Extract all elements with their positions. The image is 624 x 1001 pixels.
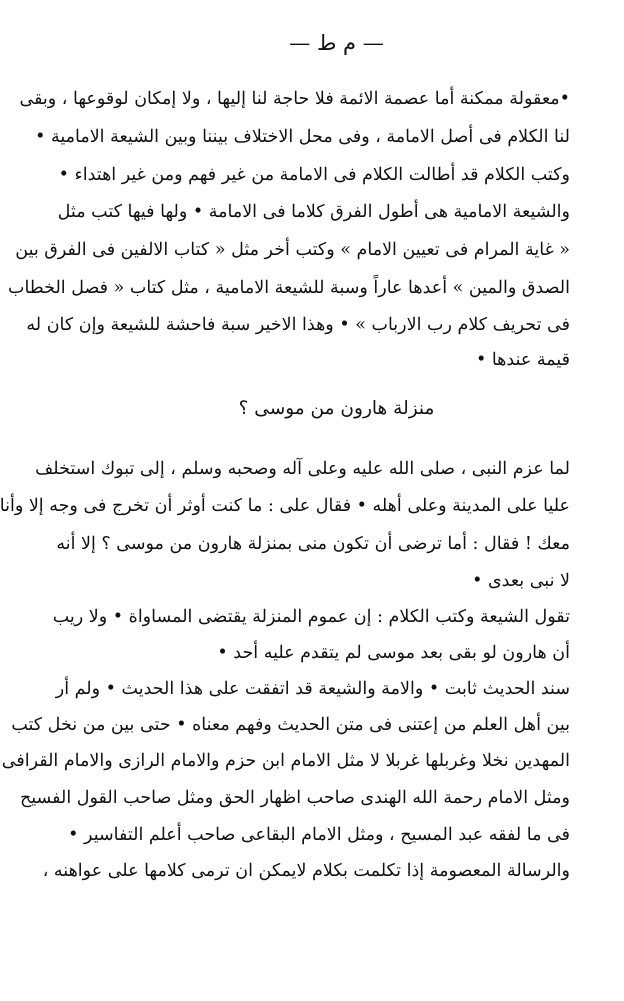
text-line: ومثل الامام رحمة الله الهندى صاحب اظهار الحق ومثل صاحب القول الفسيح — [19, 788, 570, 808]
text-line: « غاية المرام فى تعيين الامام » وكتب أخر مثل « كتاب الالفين فى الفرق بين — [15, 240, 570, 260]
text-line: لنا الكلام فى أصل الامامة ، وفى محل الاختلاف بيننا وبين الشيعة الامامية • — [35, 127, 570, 147]
text-line: عليا على المدينة وعلى أهله • فقال على : ما كنت أوثر أن تخرج فى وجه إلا وأنا — [0, 496, 570, 516]
text-line: لا نبى بعدى • — [472, 571, 570, 591]
text-line: قيمة عندها • — [475, 350, 570, 370]
text-line: تقول الشيعة وكتب الكلام : إن عموم المنزلة يقتضى المساواة • ولا ريب — [52, 607, 570, 627]
text-line: أن هارون لو بقى بعد موسى لم يتقدم عليه أحد • — [217, 643, 570, 663]
text-line: فى ما لفقه عبد المسيح ، ومثل الامام البقاعى صاحب أعلم التفاسير • — [68, 825, 570, 845]
section-heading: منزلة هارون من موسى ؟ — [238, 398, 435, 419]
text-line: معك ! فقال : أما ترضى أن تكون منى بمنزلة هارون من موسى ؟ إلا أنه — [56, 534, 570, 554]
page-number: — م ط — — [289, 31, 384, 55]
text-line: والرسالة المعصومة إذا تكلمت بكلام لايمكن ان ترمى كلامها على عواهنه ، — [42, 861, 570, 881]
text-line: لما عزم النبى ، صلى الله عليه وعلى آله وصحبه وسلم ، إلى تبوك استخلف — [35, 459, 570, 479]
text-line: بين أهل العلم من إعتنى فى متن الحديث وفهم معناه • حتى بين من نخل كتب — [11, 715, 570, 735]
text-line: سند الحديث ثابت • والامة والشيعة قد اتفقت على هذا الحديث • ولم أر — [55, 679, 570, 699]
text-line: المهدين نخلا وغربلها غربلا لا مثل الامام ابن حزم والامام الرازى والامام القرافى — [1, 751, 570, 771]
text-line: •معقولة ممكنة أما عصمة الائمة فلا حاجة لنا إليها ، ولا إمكان لوقوعها ، وبقى — [19, 89, 570, 109]
text-line: الصدق والمين » أعدها عاراً وسبة للشيعة الامامية ، مثل كتاب « فصل الخطاب — [8, 278, 570, 298]
text-line: وكتب الكلام قد أطالت الكلام فى الامامة من غير فهم ومن غير اهتداء • — [58, 165, 570, 185]
text-line: والشيعة الامامية هى أطول الفرق كلاما فى الامامة • ولها فيها كتب مثل — [57, 202, 570, 222]
text-line: فى تحريف كلام رب الارباب » • وهذا الاخير سبة فاحشة للشيعة وإن كان له — [26, 315, 570, 335]
